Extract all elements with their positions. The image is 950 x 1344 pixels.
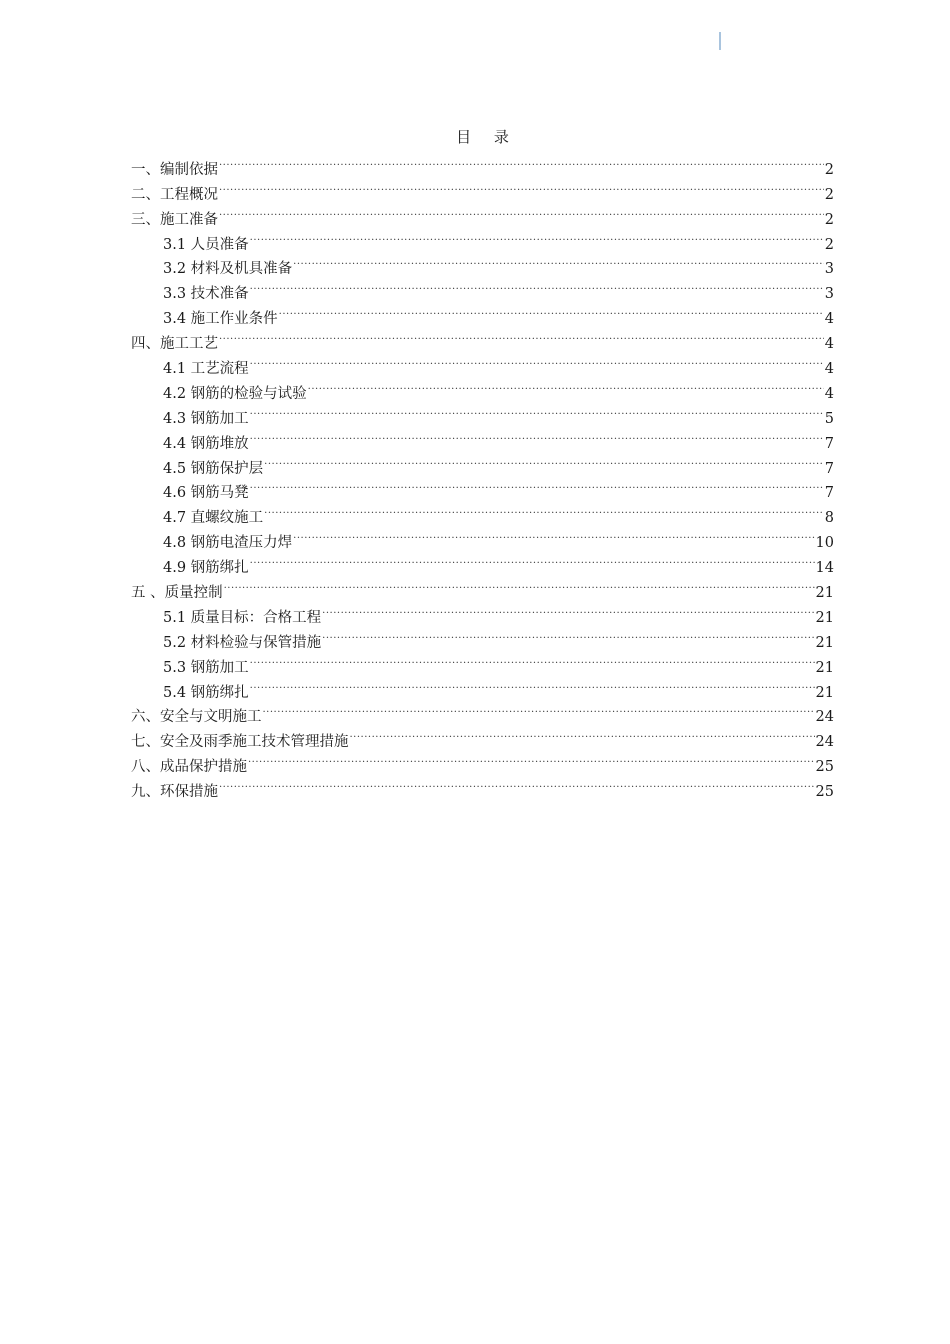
- toc-entry-label: 4.9 钢筋绑扎: [163, 560, 249, 577]
- toc-entry-label: 一、编制依据: [131, 161, 218, 178]
- toc-entry[interactable]: [131, 224, 834, 253]
- toc-entry[interactable]: [131, 174, 834, 203]
- toc-entry-label: 4.8 钢筋电渣压力焊: [163, 535, 293, 552]
- toc-entry-page-number: 21: [815, 609, 834, 626]
- toc-entry-label: 4.6 钢筋马凳: [163, 485, 249, 502]
- toc-dot-leader: [263, 697, 815, 722]
- toc-entry[interactable]: [131, 348, 834, 378]
- toc-entry-label: 七、安全及雨季施工技术管理措施: [131, 734, 349, 751]
- toc-entry-page-number: 4: [824, 336, 834, 353]
- toc-entry[interactable]: [131, 597, 834, 626]
- toc-entry-label: 四、施工工艺: [131, 336, 218, 353]
- toc-entry-page-number: 14: [815, 560, 834, 577]
- toc-dot-leader: [219, 199, 824, 224]
- toc-entry-label: 八、成品保护措施: [131, 759, 247, 776]
- toc-entry-page-number: 7: [824, 485, 834, 502]
- toc-entry-page-number: 4: [824, 311, 834, 328]
- toc-dot-leader: [264, 448, 824, 473]
- toc-dot-leader: [264, 497, 824, 522]
- toc-entry-page-number: 25: [815, 784, 834, 801]
- toc-entry-label: 六、安全与文明施工: [131, 709, 262, 726]
- toc-entry-page-number: 25: [815, 759, 834, 776]
- toc-entry-label: 4.5 钢筋保护层: [163, 460, 264, 477]
- toc-entry-page-number: 8: [824, 510, 834, 527]
- toc-entry-page-number: 3: [824, 261, 834, 278]
- toc-dot-leader: [250, 547, 815, 572]
- toc-dot-leader: [250, 224, 824, 249]
- toc-entry[interactable]: [131, 199, 834, 228]
- toc-dot-leader: [250, 348, 824, 373]
- toc-entry-page-number: 21: [815, 585, 834, 602]
- toc-entry-label: 五 、质量控制: [131, 585, 223, 602]
- toc-entry-label: 3.3 技术准备: [163, 286, 249, 303]
- toc-entry-page-number: 2: [824, 211, 834, 228]
- toc-dot-leader: [293, 249, 824, 274]
- header-margin-mark: [719, 32, 721, 50]
- toc-entry-page-number: 21: [815, 659, 834, 676]
- toc-entry-label: 5.1 质量目标：合格工程: [163, 609, 322, 626]
- toc-dot-leader: [250, 473, 824, 498]
- toc-entry-label: 二、工程概况: [131, 186, 218, 203]
- toc-entry-page-number: 24: [815, 709, 834, 726]
- toc-entry-page-number: 5: [824, 410, 834, 427]
- toc-entry-page-number: 10: [815, 535, 834, 552]
- toc-entry-page-number: 21: [815, 634, 834, 651]
- toc-entry-page-number: 2: [824, 161, 834, 178]
- toc-entry[interactable]: [131, 323, 834, 353]
- toc-dot-leader: [250, 647, 815, 672]
- toc-entry-label: 4.7 直螺纹施工: [163, 510, 264, 527]
- toc-dot-leader: [308, 373, 824, 398]
- toc-title: 目 录: [456, 128, 518, 146]
- toc-entry[interactable]: [131, 771, 834, 801]
- toc-entry-page-number: 3: [824, 286, 834, 303]
- toc-entry-label: 5.2 材料检验与保管措施: [163, 634, 322, 651]
- toc-entry-page-number: 24: [815, 734, 834, 751]
- toc-list: [131, 149, 834, 801]
- toc-entry[interactable]: [131, 572, 834, 602]
- toc-dot-leader: [219, 323, 824, 348]
- toc-entry-page-number: 4: [824, 361, 834, 378]
- toc-entry-label: 4.2 钢筋的检验与试验: [163, 385, 307, 402]
- toc-entry-label: 3.4 施工作业条件: [163, 311, 278, 328]
- toc-dot-leader: [248, 746, 815, 771]
- toc-dot-leader: [322, 622, 814, 647]
- toc-entry-page-number: 2: [824, 236, 834, 253]
- toc-dot-leader: [250, 398, 824, 423]
- toc-entry-page-number: 7: [824, 435, 834, 452]
- toc-dot-leader: [322, 597, 814, 622]
- toc-entry-page-number: 4: [824, 385, 834, 402]
- toc-entry-label: 4.3 钢筋加工: [163, 410, 249, 427]
- toc-entry-label: 3.1 人员准备: [163, 236, 249, 253]
- table-of-contents: [131, 124, 834, 801]
- toc-entry-label: 4.4 钢筋堆放: [163, 435, 249, 452]
- toc-entry-label: 4.1 工艺流程: [163, 361, 249, 378]
- toc-dot-leader: [224, 572, 815, 597]
- toc-entry-label: 九、环保措施: [131, 784, 218, 801]
- toc-dot-leader: [219, 174, 824, 199]
- toc-dot-leader: [219, 149, 824, 174]
- toc-entry-page-number: 7: [824, 460, 834, 477]
- toc-dot-leader: [250, 423, 824, 448]
- toc-entry-label: 5.3 钢筋加工: [163, 659, 249, 676]
- toc-entry[interactable]: [131, 149, 834, 178]
- toc-entry-page-number: 2: [824, 186, 834, 203]
- toc-entry-label: 5.4 钢筋绑扎: [163, 684, 249, 701]
- toc-dot-leader: [250, 672, 815, 697]
- toc-dot-leader: [250, 273, 824, 298]
- toc-entry-page-number: 21: [815, 684, 834, 701]
- toc-entry-label: 三、施工准备: [131, 211, 218, 228]
- toc-dot-leader: [279, 298, 824, 323]
- toc-dot-leader: [293, 522, 814, 547]
- toc-entry-label: 3.2 材料及机具准备: [163, 261, 293, 278]
- toc-dot-leader: [219, 771, 815, 796]
- toc-dot-leader: [350, 721, 815, 746]
